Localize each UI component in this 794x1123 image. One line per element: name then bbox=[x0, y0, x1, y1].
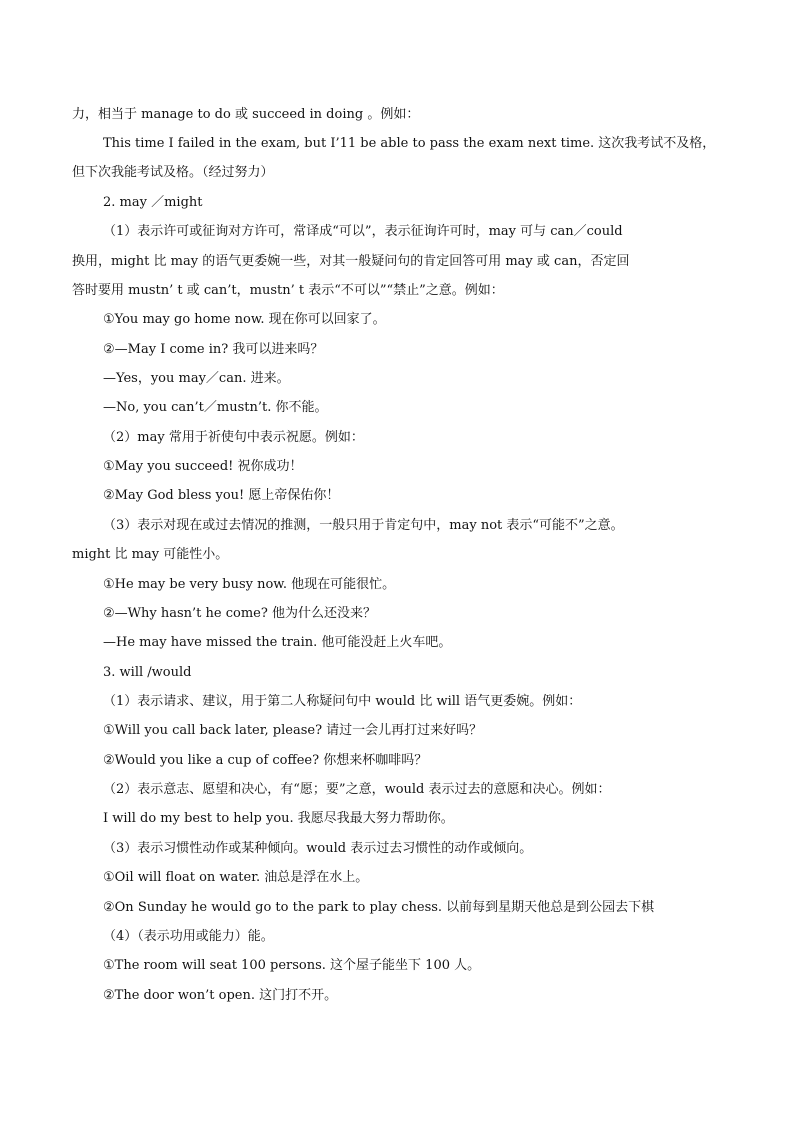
example-sentence: ①Oil will float on water. 油总是浮在水上。 bbox=[103, 870, 369, 885]
example-sentence: ①He may be very busy now. 他现在可能很忙。 bbox=[103, 577, 396, 592]
paragraph-line: 但下次我能考试及格。（经过努力） bbox=[72, 165, 274, 180]
paragraph-line: （3）表示习惯性动作或某种倾向。would 表示过去习惯性的动作或倾向。 bbox=[103, 841, 533, 856]
paragraph-line: 答时要用 mustn’ t 或 can’t，mustn’ t 表示“不可以”“禁止”之意。例如： bbox=[72, 283, 504, 298]
example-sentence: —He may have missed the train. 他可能没赶上火车吧。 bbox=[103, 635, 452, 650]
paragraph-line: might 比 may 可能性小。 bbox=[72, 547, 229, 562]
paragraph-line: （3）表示对现在或过去情况的推测，一般只用于肯定句中，may not 表示“可能不”之意。 bbox=[103, 518, 624, 533]
example-sentence: —No, you can’t／mustn’t. 你不能。 bbox=[103, 400, 328, 415]
section-heading-may-might: 2. may ／might bbox=[103, 195, 203, 210]
example-sentence: ②—May I come in? 我可以进来吗？ bbox=[103, 342, 324, 357]
example-sentence: This time I failed in the exam, but I’11 be able to pass the exam next time. 这次我考试不及格， bbox=[103, 136, 716, 151]
example-sentence: —Yes，you may／can. 进来。 bbox=[103, 371, 290, 386]
example-sentence: ②The door won’t open. 这门打不开。 bbox=[103, 988, 338, 1003]
example-sentence: ①You may go home now. 现在你可以回家了。 bbox=[103, 312, 386, 327]
paragraph-line: （1）表示许可或征询对方许可，常译成“可以”，表示征询许可时，may 可与 can／could bbox=[103, 224, 623, 239]
paragraph-line: 换用，might 比 may 的语气更委婉一些，对其一般疑问句的肯定回答可用 may 或 can，否定回 bbox=[72, 254, 630, 269]
example-sentence: ②May God bless you! 愿上帝保佑你！ bbox=[103, 488, 340, 503]
example-sentence: ②Would you like a cup of coffee? 你想来杯咖啡吗？ bbox=[103, 753, 428, 768]
section-heading-will-would: 3. will /would bbox=[103, 665, 192, 680]
paragraph-line: 力，相当于 manage to do 或 succeed in doing 。例如： bbox=[72, 107, 420, 122]
example-sentence: ①Will you call back later, please? 请过一会儿再打过来好吗？ bbox=[103, 723, 483, 738]
example-sentence: I will do my best to help you. 我愿尽我最大努力帮助你。 bbox=[103, 811, 454, 826]
example-sentence: ②On Sunday he would go to the park to play chess. 以前每到星期天他总是到公园去下棋 bbox=[103, 900, 655, 915]
example-sentence: ①May you succeed! 祝你成功！ bbox=[103, 459, 303, 474]
paragraph-line: （4）（表示功用或能力）能。 bbox=[103, 929, 274, 944]
example-sentence: ①The room will seat 100 persons. 这个屋子能坐下 100 人。 bbox=[103, 958, 481, 973]
paragraph-line: （2）表示意志、愿望和决心，有“愿；要”之意，would 表示过去的意愿和决心。例如： bbox=[103, 782, 611, 797]
paragraph-line: （2）may 常用于祈使句中表示祝愿。例如： bbox=[103, 430, 364, 445]
example-sentence: ②—Why hasn’t he come? 他为什么还没来？ bbox=[103, 606, 376, 621]
paragraph-line: （1）表示请求、建议，用于第二人称疑问句中 would 比 will 语气更委婉。例如： bbox=[103, 694, 582, 709]
